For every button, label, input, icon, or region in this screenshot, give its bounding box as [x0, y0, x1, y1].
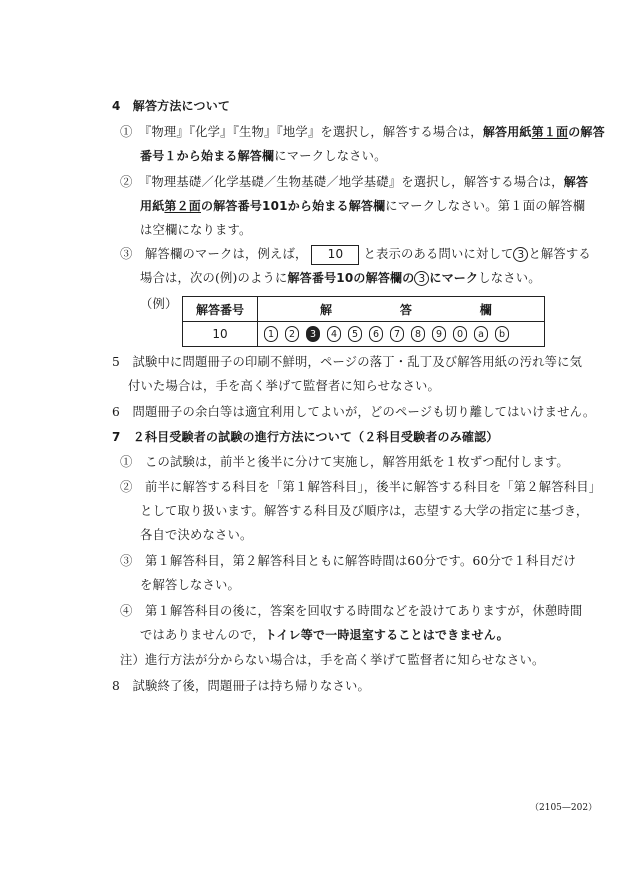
circled-number: 3: [513, 247, 528, 262]
text: しなさい。: [478, 271, 541, 285]
answer-bubble: 9: [432, 326, 446, 342]
section-7-note: 注）進行方法が分からない場合は，手を高く挙げて監督者に知らせなさい。: [120, 653, 545, 667]
text-bold: 用紙: [140, 199, 165, 213]
text-bold: 解答用紙: [482, 125, 532, 139]
text-bold: 解答番号: [287, 271, 337, 285]
text: ① 『物理』『化学』『生物』『地学』を選択し，解答する場合は，: [120, 125, 483, 139]
text: ではありませんので，: [140, 628, 265, 642]
header-answer-column: [258, 297, 545, 322]
section-7-item-4-line-1: ④ 第１解答科目の後に，答案を回収する時間などを設けてありますが，休憩時間: [120, 604, 583, 618]
section-7-item-3-line-2: を解答しなさい。: [140, 578, 240, 592]
header-char: 欄: [479, 302, 492, 317]
circled-number: 3: [414, 271, 429, 286]
answer-bubble: 4: [327, 326, 341, 342]
text-bold-underline: 第１面: [531, 125, 569, 139]
answer-bubble-marked: 3: [306, 326, 320, 342]
section-5-line-1: 5 試験中に問題冊子の印刷不鮮明，ページの落丁・乱丁及び解答用紙の汚れ等に気: [112, 355, 583, 369]
section-4-item-2-line-2: [140, 196, 585, 216]
text-bold: トイレ等で一時退室することはできません。: [264, 628, 509, 642]
text: ③ 解答欄のマークは，例えば，: [120, 247, 308, 261]
text: ② 『物理基礎／化学基礎／生物基礎／地学基礎』を選択し，解答する場合は，: [120, 175, 564, 189]
answer-bubble: 8: [411, 326, 425, 342]
answer-bubble: 2: [285, 326, 299, 342]
text-bold-underline: 第２面: [164, 199, 202, 213]
answer-bubble: b: [495, 326, 509, 342]
text: にマークしなさい。第１面の解答欄: [385, 199, 586, 213]
section-7-item-2-line-3: 各自で決めなさい。: [140, 528, 253, 542]
section-7-title: 7 ２科目受験者の試験の進行方法について（２科目受験者のみ確認）: [112, 430, 499, 444]
text-bold: 10: [336, 271, 354, 285]
answer-bubbles: [258, 322, 545, 347]
text-bold: の解答番号: [201, 199, 263, 213]
table-header-row: [183, 297, 545, 322]
text-bold: の解答: [568, 125, 605, 139]
section-4-item-1-line-1: [120, 122, 605, 142]
question-number-box: 10: [311, 245, 359, 265]
section-4-item-3-line-1: [120, 244, 591, 265]
section-4-item-2-line-1: [120, 172, 588, 192]
answer-bubble: a: [474, 326, 488, 342]
text-bold: 番号１から始まる解答欄: [140, 149, 275, 163]
section-4-item-2-line-3: は空欄になります。: [140, 223, 252, 237]
text-bold: の解答欄の: [353, 271, 415, 285]
header-char: 解: [320, 302, 333, 317]
answer-bubble: 6: [369, 326, 383, 342]
page-code: （2105—202）: [530, 803, 598, 813]
example-answer-table: [182, 296, 545, 347]
answer-bubble: 5: [348, 326, 362, 342]
text-bold: 101: [262, 199, 288, 213]
answer-bubble: 1: [264, 326, 278, 342]
section-7-item-1: ① この試験は，前半と後半に分けて実施し，解答用紙を１枚ずつ配付します。: [120, 455, 569, 469]
section-7-item-4-line-2: [140, 625, 509, 645]
header-answer-number: 解答番号: [183, 297, 258, 322]
section-7-item-2-line-1: ② 前半に解答する科目を「第１解答科目」，後半に解答する科目を「第２解答科目」: [120, 480, 602, 494]
text: と解答する: [528, 247, 591, 261]
text: 場合は，次の(例)のように: [140, 271, 288, 285]
section-4-item-3-line-2: [140, 268, 541, 288]
text: と表示のある問いに対して: [363, 247, 514, 261]
text-bold: 解答: [563, 175, 589, 189]
section-4-title: 4 解答方法について: [112, 99, 231, 113]
row-answer-number: 10: [183, 322, 258, 347]
text: にマークしなさい。: [274, 149, 387, 163]
section-6: 6 問題冊子の余白等は適宜利用してよいが，どのページも切り離してはいけません。: [112, 405, 596, 419]
table-row: [183, 322, 545, 347]
text-bold: から始まる解答欄: [287, 199, 386, 213]
section-8: 8 試験終了後，問題冊子は持ち帰りなさい。: [112, 679, 370, 693]
answer-bubble: 7: [390, 326, 404, 342]
text-bold: にマーク: [429, 271, 479, 285]
example-label: （例）: [140, 297, 178, 311]
answer-bubble: 0: [453, 326, 467, 342]
section-4-item-1-line-2: [140, 146, 387, 166]
section-7-item-3-line-1: ③ 第１解答科目，第２解答科目ともに解答時間は60分です。60分で１科目だけ: [120, 554, 577, 568]
header-char: 答: [399, 302, 412, 317]
section-5-line-2: 付いた場合は，手を高く挙げて監督者に知らせなさい。: [128, 379, 441, 393]
section-7-item-2-line-2: として取り扱います。解答する科目及び順序は，志望する大学の指定に基づき，: [140, 504, 589, 518]
